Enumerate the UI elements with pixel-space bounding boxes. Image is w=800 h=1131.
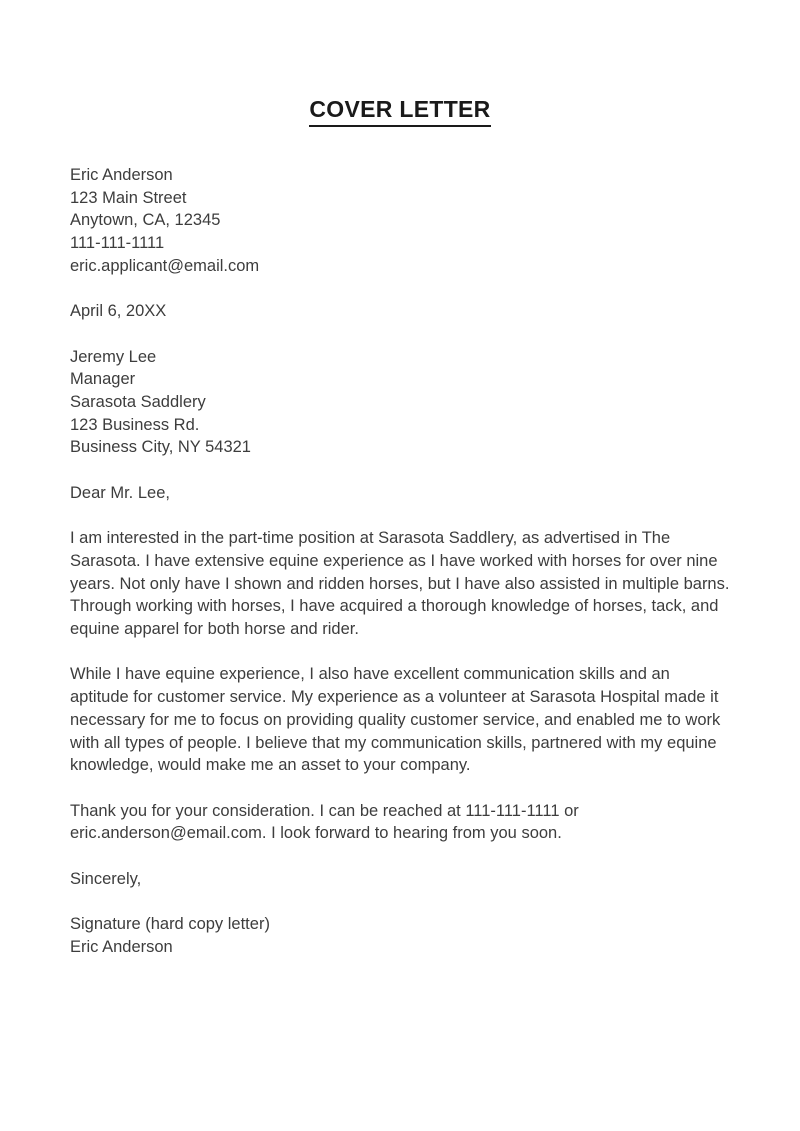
page-title-text: COVER LETTER [309,96,490,127]
letter-content [70,164,730,958]
closing-text: Sincerely, [70,869,142,888]
body-paragraph-2: While I have equine experience, I also have excellent communication skills and an aptitude for customer service. My experience as a volunteer at Sarasota Hospital made it necessary for me to focus on providing quality customer service, and enabled me to work with all types of people. I believe that my communication skills, partnered with my equine knowledge, would make me an asset to your company. [70,665,721,775]
page-title [0,96,800,123]
signature-block [70,913,730,958]
signature-note: Signature (hard copy letter) [70,915,270,934]
body-paragraph-3: Thank you for your consideration. I can be reached at 111-111-1111 or eric.anderson@email.com. I look forward to hearing from you soon. [70,801,579,843]
sender-city-state-zip: Anytown, CA, 12345 [70,211,221,230]
sender-name: Eric Anderson [70,166,173,184]
sender-email: eric.applicant@email.com [70,256,260,275]
signer-name: Eric Anderson [70,937,173,956]
salutation [70,482,730,505]
recipient-city-state-zip: Business City, NY 54321 [70,438,251,457]
body-paragraph-1: I am interested in the part-time position at Sarasota Saddlery, as advertised in The Sarasota. I have extensive equine experience as I have worked with horses for over nine years. Not only have I shown and ridden horses, but I have also assisted in multiple barns. Through working with horses, I have acquired a thorough knowledge of horses, tack, and equine apparel for both horse and rider. [70,529,730,638]
closing [70,868,730,891]
recipient-job-title: Manager [70,370,136,389]
date-text: April 6, 20XX [70,302,167,321]
recipient-company: Sarasota Saddlery [70,393,206,411]
recipient-street: 123 Business Rd. [70,415,200,434]
recipient-name: Jeremy Lee [70,347,157,366]
sender-street: 123 Main Street [70,188,187,207]
letter-date [70,300,730,323]
sender-phone: 111-111-1111 [70,234,165,253]
sender-address-block [70,164,730,278]
salutation-text: Dear Mr. Lee, [70,483,170,502]
recipient-address-block [70,346,730,460]
